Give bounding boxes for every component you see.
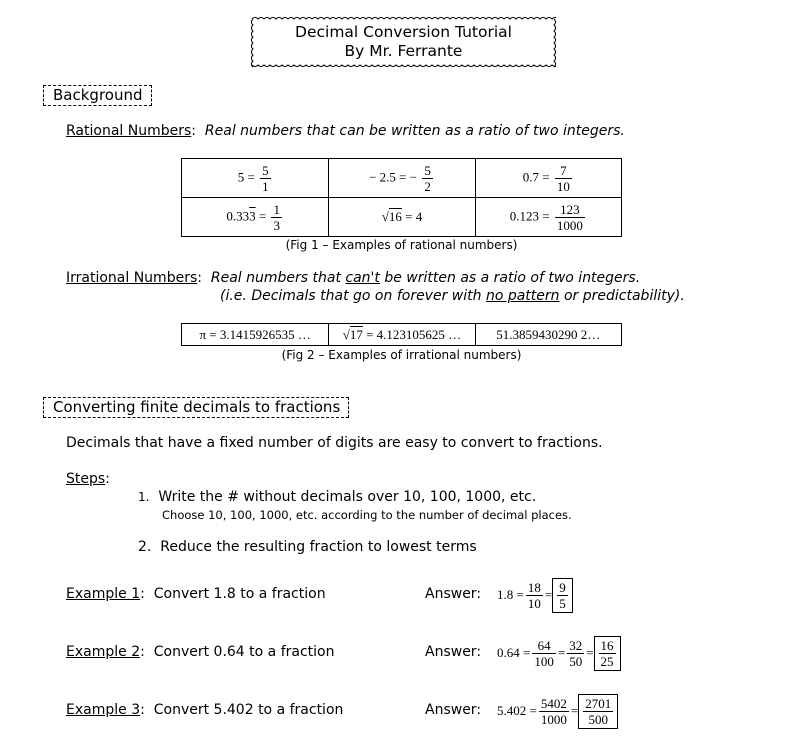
step-1: 1. Write the # without decimals over 10, 100, 1000, etc. (138, 489, 537, 505)
fig2-caption: (Fig 2 – Examples of irrational numbers) (281, 348, 522, 362)
title-box (251, 16, 556, 68)
converting-heading: Converting finite decimals to fractions (43, 397, 349, 418)
irrational-definition: Irrational Numbers: Real numbers that can't be written as a ratio of two integers. (66, 270, 641, 286)
rational-example-cell: 5 = $\frac{5}{1}$ (182, 159, 329, 198)
irrational-example-cell: √17 = 4.123105625 … (329, 324, 475, 346)
step-2: 2. Reduce the resulting fraction to lowest terms (138, 539, 477, 555)
steps-label: Steps: (66, 471, 110, 487)
final-answer-box: $\frac{2701}{500}$ (578, 694, 618, 729)
answer-label: Answer: (425, 644, 482, 660)
rational-definition: Rational Numbers: Real numbers that can be written as a ratio of two integers. (66, 123, 625, 139)
rational-example-cell: 0.123 = $\frac{123}{1000}$ (475, 198, 621, 237)
sqrt-icon: √ (381, 209, 389, 224)
example-3-answer: 5.402 = $\frac{5402}{1000}$ = $\frac{2701}{500}$ (497, 690, 618, 732)
example-1-answer: 1.8 = $\frac{18}{10}$ = $\frac{9}{5}$ (497, 575, 573, 615)
example-2-label: Example 2: Convert 0.64 to a fraction (66, 644, 335, 660)
rational-examples-table (181, 158, 622, 237)
answer-label: Answer: (425, 586, 482, 602)
irrational-definition-2: (i.e. Decimals that go on forever with no pattern or predictability). (220, 288, 685, 304)
converting-intro: Decimals that have a fixed number of digits are easy to convert to fractions. (66, 435, 603, 451)
rational-example-cell: 0.333 = $\frac{1}{3}$ (182, 198, 329, 237)
final-answer-box: $\frac{9}{5}$ (552, 578, 573, 613)
irrational-label: Irrational Numbers (66, 270, 198, 286)
rational-def-text: Real numbers that can be written as a ratio of two integers. (204, 123, 625, 139)
fig1-caption: (Fig 1 – Examples of rational numbers) (285, 238, 518, 252)
irrational-example-cell: 51.3859430290 2… (475, 324, 621, 346)
rational-label: Rational Numbers (66, 123, 192, 139)
example-2-answer: 0.64 = $\frac{64}{100}$ = $\frac{32}{50}$ = $\frac{16}{25}$ (497, 633, 621, 673)
rational-example-cell: √16 = 4 (329, 198, 475, 237)
page-title: Decimal Conversion Tutorial (295, 23, 512, 41)
rational-example-cell: 0.7 = $\frac{7}{10}$ (475, 159, 621, 198)
rational-example-cell: − 2.5 = − $\frac{5}{2}$ (329, 159, 475, 198)
final-answer-box: $\frac{16}{25}$ (594, 636, 621, 671)
background-heading: Background (43, 85, 152, 106)
example-3-label: Example 3: Convert 5.402 to a fraction (66, 702, 344, 718)
step-1-note: Choose 10, 100, 1000, etc. according to the number of decimal places. (162, 508, 572, 522)
example-1-label: Example 1: Convert 1.8 to a fraction (66, 586, 326, 602)
answer-label: Answer: (425, 702, 482, 718)
page-author: By Mr. Ferrante (344, 42, 463, 60)
irrational-example-cell: π = 3.1415926535 … (182, 324, 329, 346)
sqrt-icon: √ (342, 326, 350, 342)
irrational-examples-table (181, 323, 622, 346)
